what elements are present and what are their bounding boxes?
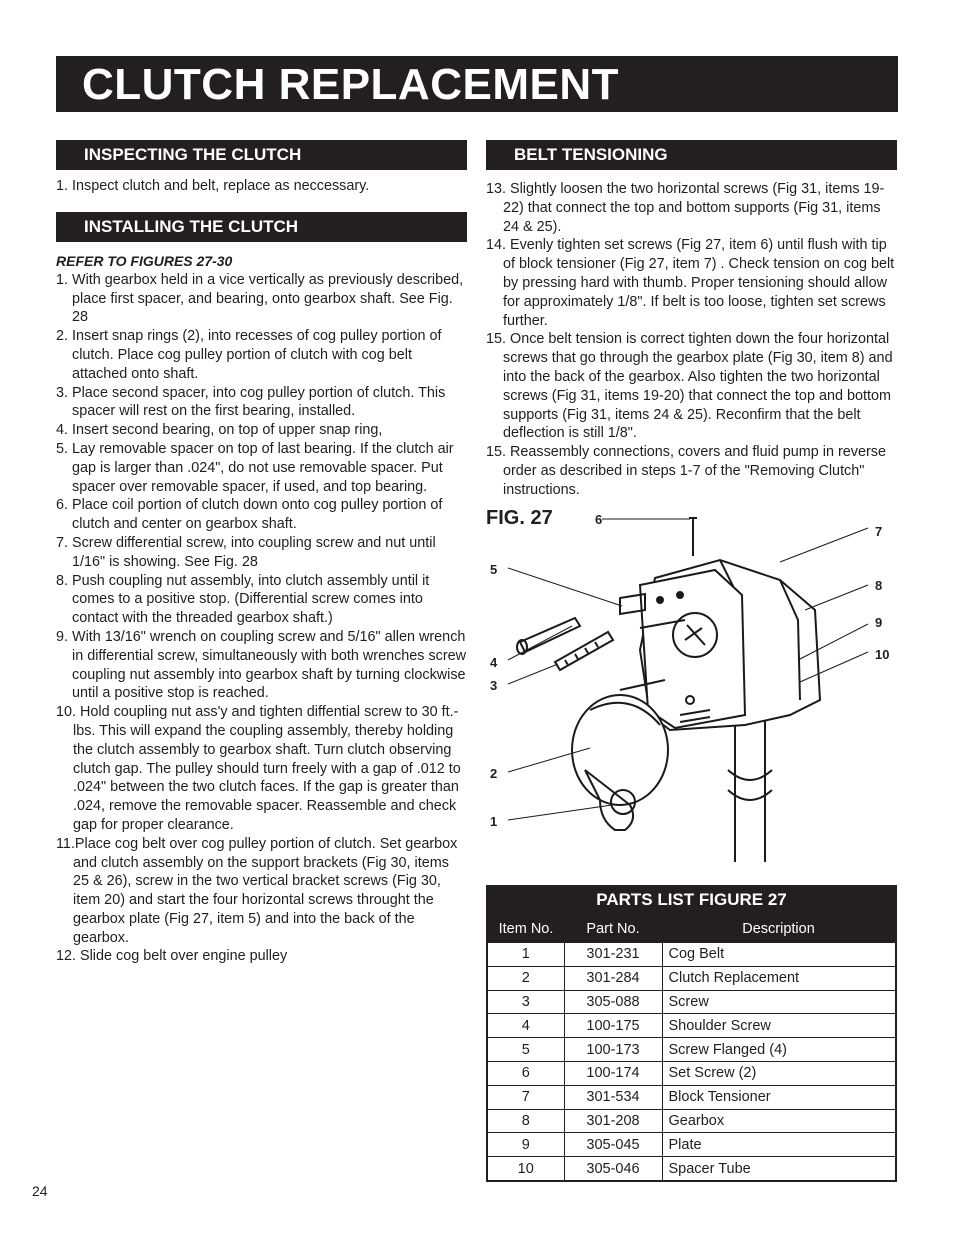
- inspecting-heading: INSPECTING THE CLUTCH: [56, 140, 467, 170]
- install-step: 4. Insert second bearing, on top of upper snap ring,: [56, 422, 383, 439]
- table-row: [487, 1014, 896, 1038]
- belt-text: [486, 180, 898, 500]
- install-step: 1. With gearbox held in a vice vertically as previously described, place first spacer, and bearing, onto gearbox shaft. See Fig. 28: [56, 271, 464, 326]
- part-no-cell: 301-231: [564, 943, 662, 967]
- figure-label: FIG. 27: [486, 507, 553, 529]
- parts-table: [486, 913, 897, 1182]
- part-no-cell: 305-088: [564, 990, 662, 1014]
- item-no-cell: 2: [487, 966, 564, 990]
- description-cell: Set Screw (2): [662, 1061, 896, 1085]
- callout-8: 8: [875, 578, 883, 593]
- installing-text: [56, 252, 468, 966]
- callout-4: 4: [490, 655, 498, 670]
- item-no-cell: 8: [487, 1109, 564, 1133]
- belt-heading: BELT TENSIONING: [486, 140, 897, 170]
- callout-10: 10: [875, 647, 890, 662]
- install-step: 12. Slide cog belt over engine pulley: [56, 948, 288, 965]
- col-header-item: Item No.: [487, 914, 564, 943]
- inspecting-step: 1. Inspect clutch and belt, replace as neccessary.: [56, 178, 370, 194]
- callout-9: 9: [875, 615, 883, 630]
- description-cell: Spacer Tube: [662, 1157, 896, 1181]
- table-row: [487, 990, 896, 1014]
- item-no-cell: 5: [487, 1038, 564, 1062]
- description-cell: Gearbox: [662, 1109, 896, 1133]
- description-cell: Cog Belt: [662, 943, 896, 967]
- item-no-cell: 4: [487, 1014, 564, 1038]
- part-no-cell: 301-208: [564, 1109, 662, 1133]
- item-no-cell: 10: [487, 1157, 564, 1181]
- callout-2: 2: [490, 766, 498, 781]
- belt-step: 15. Once belt tension is correct tighten down the four horizontal screws that go through the gearbox plate (Fig 30, item 8) and into the back of the gearbox. Also tighten the two horizontal screws (Fig 31, items 19-20) that connect the top and bottom supports (Fig 31, items 24 & 25). Reconfirm that the belt deflection is still 1/8".: [486, 331, 893, 442]
- belt-step: 13. Slightly loosen the two horizontal screws (Fig 31, items 19-22) that connect the top and bottom supports (Fig 31, items 24 & 25).: [486, 181, 885, 235]
- table-row: [487, 1038, 896, 1062]
- part-no-cell: 301-284: [564, 966, 662, 990]
- description-cell: Shoulder Screw: [662, 1014, 896, 1038]
- callout-7: 7: [875, 524, 883, 539]
- install-step: 2. Insert snap rings (2), into recesses of cog pulley portion of clutch. Place cog pulley portion of clutch with cog belt attached onto shaft.: [56, 328, 442, 382]
- part-no-cell: 100-174: [564, 1061, 662, 1085]
- item-no-cell: 9: [487, 1133, 564, 1157]
- callout-5: 5: [490, 562, 498, 577]
- description-cell: Screw Flanged (4): [662, 1038, 896, 1062]
- item-no-cell: 3: [487, 990, 564, 1014]
- part-no-cell: 301-534: [564, 1085, 662, 1109]
- part-no-cell: 305-045: [564, 1133, 662, 1157]
- description-cell: Block Tensioner: [662, 1085, 896, 1109]
- description-cell: Plate: [662, 1133, 896, 1157]
- installing-heading: INSTALLING THE CLUTCH: [56, 212, 467, 242]
- callout-1: 1: [490, 814, 498, 829]
- page-number: 24: [32, 1183, 48, 1199]
- item-no-cell: 6: [487, 1061, 564, 1085]
- col-header-part: Part No.: [564, 914, 662, 943]
- install-step: 3. Place second spacer, into cog pulley portion of clutch. This spacer will rest on the first bearing, installed.: [56, 384, 446, 420]
- table-row: [487, 966, 896, 990]
- item-no-cell: 7: [487, 1085, 564, 1109]
- table-row: [487, 1061, 896, 1085]
- table-row: [487, 943, 896, 967]
- install-step: 10. Hold coupling nut ass'y and tighten diffential screw to 30 ft.-lbs. This will expand the coupling assembly, thereby holding the clutch assembly to gearbox shaft. Turn clutch observing clutch gap. The pulley should turn freely with a gap of .012 to .024" between the two clutch faces. If the gap is greater than .024, remove the removable spacer. Reassemble and check gap for proper clearance.: [56, 704, 461, 833]
- part-no-cell: 305-046: [564, 1157, 662, 1181]
- title-bar: [56, 56, 898, 112]
- install-step: 7. Screw differential screw, into coupling screw and nut until 1/16" is showing. See Fig. 28: [56, 534, 436, 570]
- table-row: [487, 1085, 896, 1109]
- part-no-cell: 100-175: [564, 1014, 662, 1038]
- install-step: 9. With 13/16" wrench on coupling screw and 5/16" allen wrench in differential screw, simultaneously with both wrenches screw coupling nut assembly into gearbox shaft by turning clockwise until a positive stop is reached.: [56, 628, 467, 702]
- part-no-cell: 100-173: [564, 1038, 662, 1062]
- inspecting-text: [56, 177, 467, 196]
- install-step: 6. Place coil portion of clutch down onto cog pulley portion of clutch and center on gearbox shaft.: [56, 497, 443, 533]
- item-no-cell: 1: [487, 943, 564, 967]
- install-step: 8. Push coupling nut assembly, into clutch assembly until it comes to a positive stop. (Differential screw comes into contact with the threaded gearbox shaft.): [56, 572, 430, 627]
- table-row: [487, 1157, 896, 1181]
- col-header-description: Description: [662, 914, 896, 943]
- table-row: [487, 1109, 896, 1133]
- clutch-assembly-illustration: [480, 500, 900, 870]
- table-row: [487, 1133, 896, 1157]
- callout-6: 6: [595, 512, 603, 527]
- install-step: 5. Lay removable spacer on top of last bearing. If the clutch air gap is larger than .024", do not use removable spacer. Put spacer over removable spacer, if used, and top bearing.: [56, 440, 454, 495]
- belt-step: 15. Reassembly connections, covers and fluid pump in reverse order as described in steps 1-7 of the "Removing Clutch" instructions.: [486, 444, 886, 498]
- belt-step: 14. Evenly tighten set screws (Fig 27, item 6) until flush with tip of block tensioner (Fig 27, item 7) . Check tension on cog belt by pressing hard with thumb. Proper tensioning should allow for approximately 1/8". If belt is too loose, tighten set screws further.: [486, 237, 895, 329]
- description-cell: Screw: [662, 990, 896, 1014]
- install-step: 11.Place cog belt over cog pulley portion of clutch. Set gearbox and clutch assembly on the support brackets (Fig 30, items 25 & 26), screw in the two vertical bracket screws (Fig 30, item 20) and start the four horizontal screws throught the gearbox plate (Fig 27, item 5) and into the back of the gearbox.: [56, 835, 458, 946]
- page-title: CLUTCH REPLACEMENT: [82, 60, 619, 109]
- description-cell: Clutch Replacement: [662, 966, 896, 990]
- parts-list-heading: PARTS LIST FIGURE 27: [486, 885, 897, 915]
- callout-3: 3: [490, 678, 498, 693]
- refer-note: REFER TO FIGURES 27-30: [56, 253, 233, 269]
